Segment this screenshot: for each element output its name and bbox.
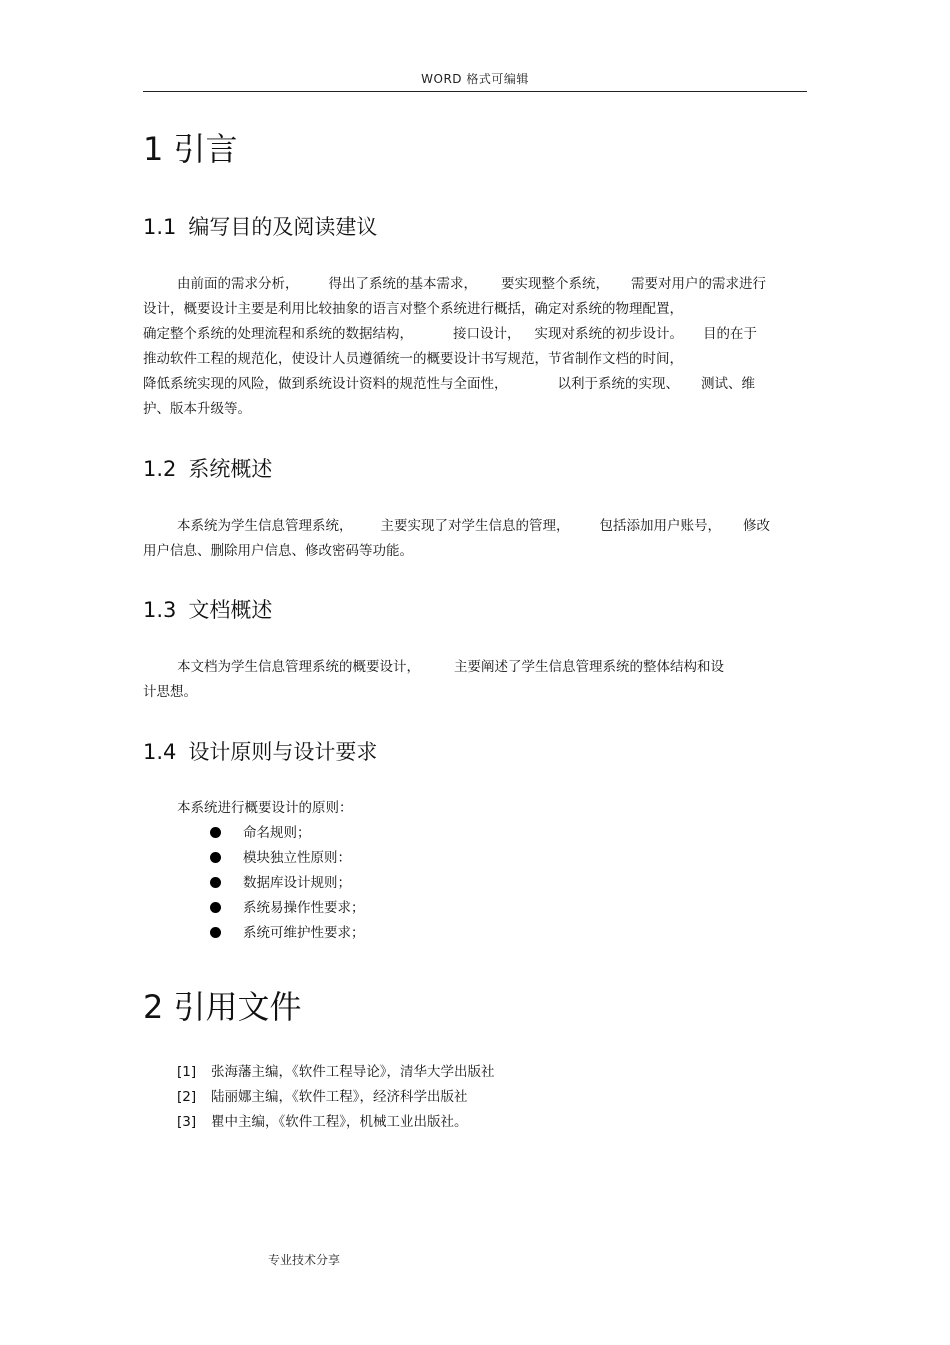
section-title: 设计原则与设计要求 [188, 740, 378, 764]
section-heading-1-3 [143, 600, 272, 621]
text-run: 确定整个系统的处理流程和系统的数据结构， [143, 326, 413, 342]
text-run: 用户信息、删除用户信息、修改密码等功能。 [143, 543, 413, 559]
text-line: 本系统进行概要设计的原则： [177, 800, 353, 816]
paragraph-system-overview [143, 514, 807, 564]
bullet-icon [210, 827, 221, 838]
text-run: 包括添加用户账号， [599, 518, 721, 534]
text-line [143, 514, 807, 539]
text-run: 由前面的需求分析， [177, 276, 299, 292]
text-line [143, 322, 807, 347]
list-item [210, 896, 365, 921]
text-run: 接口设计， [453, 326, 521, 342]
paragraph-purpose [143, 272, 807, 422]
text-run: 需要对用户的需求进行 [631, 276, 766, 292]
text-run: 要实现整个系统， [501, 276, 609, 292]
reference-number: [2] [177, 1089, 197, 1105]
list-item [210, 821, 365, 846]
bullet-icon [210, 852, 221, 863]
section-number: 1.2 [143, 457, 177, 481]
reference-item [177, 1060, 495, 1085]
text-run: 推动软件工程的规范化，使设计人员遵循统一的概要设计书写规范，节省制作文档的时间， [143, 351, 683, 367]
reference-item [177, 1085, 495, 1110]
bullet-icon [210, 877, 221, 888]
section-number: 1.3 [143, 598, 177, 622]
text-run: 主要实现了对学生信息的管理， [380, 518, 570, 534]
list-item [210, 846, 365, 871]
text-run: 本文档为学生信息管理系统的概要设计， [177, 659, 420, 675]
chapter-title-2: 2 引用文件 [143, 988, 302, 1026]
text-run: 得出了系统的基本需求， [328, 276, 477, 292]
section-number: 1.1 [143, 215, 177, 239]
list-item-text: 系统可维护性要求； [243, 925, 365, 941]
text-run: 护、版本升级等。 [143, 401, 251, 417]
text-run: 以利于系统的实现、 [557, 376, 679, 392]
text-run: 计思想。 [143, 684, 197, 700]
bullet-icon [210, 902, 221, 913]
text-run: 测试、维 [701, 376, 755, 392]
list-item-text: 系统易操作性要求； [243, 900, 365, 916]
list-item-text: 模块独立性原则： [243, 850, 351, 866]
text-line [143, 397, 807, 422]
page-footer: 专业技术分享 [268, 1253, 341, 1267]
list-item [210, 871, 365, 896]
reference-number: [1] [177, 1064, 197, 1080]
section-heading-1-2 [143, 459, 272, 480]
list-item-text: 命名规则； [243, 825, 311, 841]
section-heading-1-1 [143, 217, 377, 238]
text-run: 降低系统实现的风险，做到系统设计资料的规范性与全面性， [143, 376, 508, 392]
principles-list [210, 821, 365, 946]
text-run: 设计，概要设计主要是利用比较抽象的语言对整个系统进行概括，确定对系统的物理配置， [143, 301, 683, 317]
reference-number: [3] [177, 1114, 197, 1130]
text-line [143, 539, 807, 564]
text-line [143, 272, 807, 297]
reference-text: 陆丽娜主编，《软件工程》，经济科学出版社 [211, 1089, 468, 1105]
list-item-text: 数据库设计规则； [243, 875, 351, 891]
reference-item [177, 1110, 495, 1135]
bullet-icon [210, 927, 221, 938]
text-line [143, 372, 807, 397]
list-item [210, 921, 365, 946]
section-title: 文档概述 [188, 598, 273, 622]
header-rule [143, 91, 807, 92]
section-title: 编写目的及阅读建议 [188, 215, 378, 239]
text-run: 实现对系统的初步设计。 [534, 326, 683, 342]
text-run: 主要阐述了学生信息管理系统的整体结构和设 [454, 659, 724, 675]
section-number: 1.4 [143, 740, 177, 764]
chapter-title-1: 1 引言 [143, 130, 238, 168]
text-run: 目的在于 [703, 326, 757, 342]
reference-text: 张海藩主编，《软件工程导论》，清华大学出版社 [211, 1064, 495, 1080]
paragraph-document-overview [143, 655, 807, 705]
reference-text: 瞿中主编，《软件工程》，机械工业出版社。 [211, 1114, 468, 1130]
text-line [143, 655, 807, 680]
section-title: 系统概述 [188, 457, 273, 481]
principles-intro [143, 796, 807, 821]
text-line [143, 347, 807, 372]
text-line [143, 297, 807, 322]
page-header: WORD 格式可编辑 [421, 72, 529, 86]
text-line [143, 680, 807, 705]
reference-list [177, 1060, 495, 1135]
text-run: 本系统为学生信息管理系统， [177, 518, 353, 534]
section-heading-1-4 [143, 742, 377, 763]
text-run: 修改 [743, 518, 770, 534]
